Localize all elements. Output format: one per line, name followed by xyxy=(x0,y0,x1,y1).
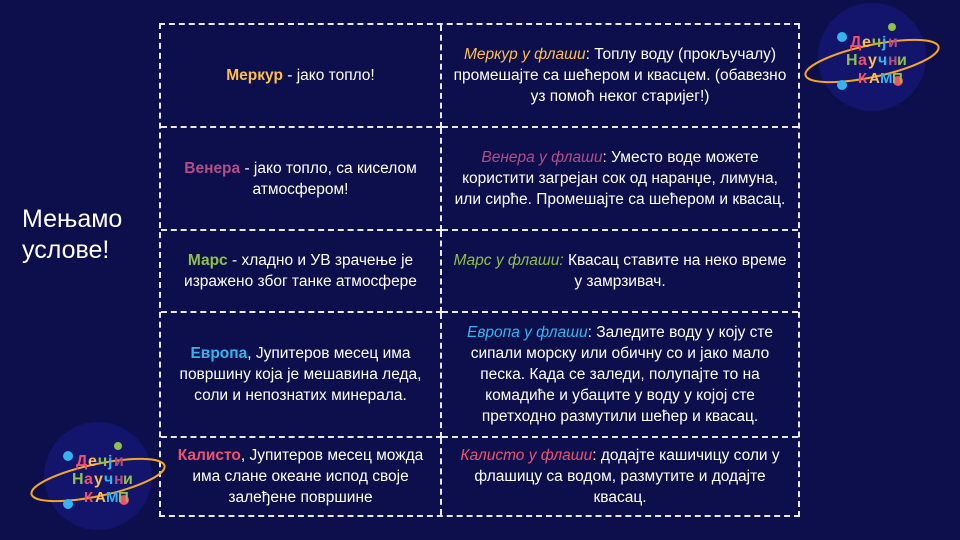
svg-text:Д: Д xyxy=(850,34,862,51)
bottle-title-callisto: Калисто у флаши xyxy=(460,447,593,464)
planet-name-mercury: Меркур xyxy=(226,67,283,84)
svg-text:н: н xyxy=(888,52,898,69)
svg-text:ч: ч xyxy=(98,453,108,470)
svg-text:и: и xyxy=(888,34,898,51)
svg-text:и: и xyxy=(897,52,907,69)
svg-text:Д: Д xyxy=(76,453,88,470)
planet-conditions-table xyxy=(159,23,800,517)
camp-logo-graphic xyxy=(22,422,174,530)
svg-text:а: а xyxy=(84,471,93,488)
svg-text:К: К xyxy=(84,489,94,506)
svg-text:у: у xyxy=(868,52,877,69)
table-cell-bottle-venus xyxy=(442,128,798,231)
bottle-text-callisto: : додајте кашичицу соли у флашицу са водом, размутите и додајте квасац. xyxy=(474,447,780,506)
planet-desc-mercury: - јако топло! xyxy=(282,67,375,84)
svg-text:Н: Н xyxy=(72,471,84,488)
svg-text:е: е xyxy=(88,453,97,470)
svg-text:Н: Н xyxy=(846,52,858,69)
planet-name-venus: Венера xyxy=(184,159,241,177)
svg-text:е: е xyxy=(862,34,871,51)
svg-text:М: М xyxy=(880,70,893,87)
camp-logo xyxy=(44,422,152,530)
camp-logo-graphic xyxy=(796,3,948,111)
svg-text:и: и xyxy=(114,453,124,470)
table-cell-planet-venus xyxy=(161,128,442,231)
slide-heading: Мењамо услове! xyxy=(22,205,123,264)
planet-desc-mars: - хладно и УВ зрачење је изражено због танке атмосфере xyxy=(184,252,417,290)
planet-desc-europa: , Јупитеров месец има површину која је мешавина леда, соли и непознатих минерала. xyxy=(179,345,422,404)
bottle-text-mars: Квасац ставите на неко време у замрзивач. xyxy=(563,252,787,290)
svg-text:и: и xyxy=(123,471,133,488)
svg-text:А: А xyxy=(95,489,106,506)
table-cell-bottle-mercury xyxy=(442,25,798,128)
table-cell-planet-europa xyxy=(161,313,442,438)
svg-text:а: а xyxy=(858,52,867,69)
svg-text:ч: ч xyxy=(878,52,888,69)
svg-text:н: н xyxy=(114,471,124,488)
planet-desc-venus: - јако топло, са киселом атмосфером! xyxy=(240,159,417,198)
svg-text:ј: ј xyxy=(882,34,887,51)
svg-text:П: П xyxy=(118,489,129,506)
planet-name-callisto: Калисто xyxy=(177,447,241,464)
table-cell-bottle-mars xyxy=(442,231,798,313)
bottle-title-europa: Европа у флаши xyxy=(467,324,588,341)
planet-desc-callisto: , Јупитеров месец можда има слане океане испод своје залеђене површине xyxy=(192,447,424,506)
table-cell-bottle-callisto xyxy=(442,438,798,515)
table-cell-planet-mercury xyxy=(161,25,442,128)
svg-text:ч: ч xyxy=(872,34,882,51)
planet-name-europa: Европа xyxy=(190,345,248,362)
svg-text:у: у xyxy=(94,471,103,488)
svg-text:М: М xyxy=(106,489,119,506)
table-cell-bottle-europa xyxy=(442,313,798,438)
svg-text:К: К xyxy=(858,70,868,87)
camp-logo xyxy=(818,3,926,111)
svg-text:ч: ч xyxy=(104,471,114,488)
bottle-text-venus: : Уместо воде можете користити загрејан сок од наранџе, лимуна, или сирће. Промешајте са шећером и квасац. xyxy=(454,149,786,208)
svg-text:П: П xyxy=(892,70,903,87)
table-cell-planet-callisto xyxy=(161,438,442,515)
planet-name-mars: Марс xyxy=(187,252,228,269)
bottle-text-europa: : Заледите воду у коју сте сипали морску или обичну со и јако мало песка. Када се заледи, полупајте то на комадиће и убаците у воду у којој сте претходно размутили шећер и квасац. xyxy=(470,324,773,425)
svg-text:А: А xyxy=(869,70,880,87)
bottle-title-mercury: Меркур у флаши xyxy=(463,46,586,63)
svg-text:ј: ј xyxy=(108,453,113,470)
table-cell-planet-mars xyxy=(161,231,442,313)
bottle-title-venus: Венера у флаши xyxy=(481,149,603,166)
bottle-title-mars: Марс у флаши: xyxy=(453,252,564,269)
bottle-text-mercury: : Топлу воду (прокључалу) промешајте са шећером и квасцем. (обавезно уз помоћ неког старијег!) xyxy=(453,46,787,105)
